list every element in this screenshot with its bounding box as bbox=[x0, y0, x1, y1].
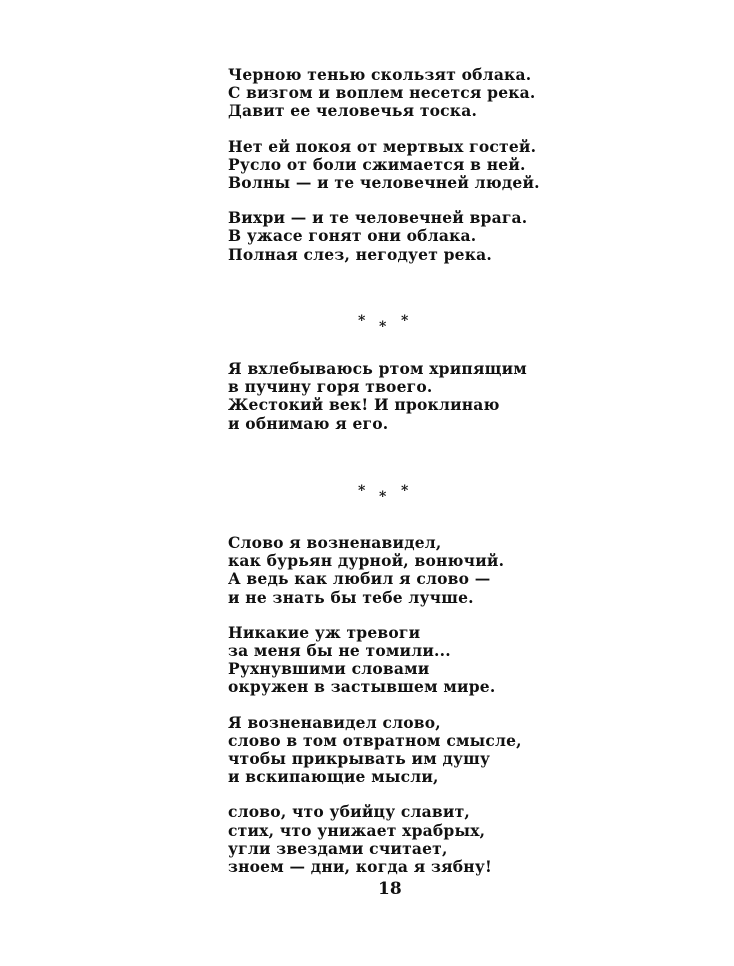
poem-line: и вскипающие мысли, bbox=[228, 767, 439, 787]
poem-line: как бурьян дурной, вонючий. bbox=[228, 551, 505, 571]
poem-line: за меня бы не томили... bbox=[228, 641, 451, 661]
poem-line: Я возненавидел слово, bbox=[228, 712, 441, 732]
poem-line: слово, что убийцу славит, bbox=[228, 802, 470, 822]
poem-line: Нет ей покоя от мертвых гостей. bbox=[228, 136, 537, 156]
poem-line: С визгом и воплем несется река. bbox=[228, 83, 536, 103]
asterism-separator bbox=[355, 314, 415, 338]
poem-line: Вихри — и те человечней врага. bbox=[228, 208, 528, 228]
poem-line: слово в том отвратном смысле, bbox=[228, 730, 522, 750]
poem-line: Русло от боли сжимается в ней. bbox=[228, 154, 526, 174]
stanza bbox=[228, 360, 548, 433]
poem-line: угли звездами считает, bbox=[228, 838, 448, 858]
asterism-separator bbox=[355, 484, 415, 508]
poem-line: в пучину горя твоего. bbox=[228, 377, 433, 397]
stanza bbox=[228, 66, 548, 121]
poem-line: Полная слез, негодует река. bbox=[228, 244, 492, 264]
poem-line: А ведь как любил я слово — bbox=[228, 569, 491, 589]
asterisk-icon: * bbox=[358, 483, 366, 499]
poem-line: окружен в застывшем мире. bbox=[228, 677, 496, 697]
poem-1 bbox=[228, 66, 548, 264]
poem-line: стих, что унижает храбрых, bbox=[228, 820, 486, 840]
asterisk-icon: * bbox=[358, 313, 366, 329]
poem-line: Рухнувшими словами bbox=[228, 659, 430, 679]
poem-line: и не знать бы тебе лучше. bbox=[228, 587, 474, 607]
stanza bbox=[228, 803, 548, 876]
stanza bbox=[228, 138, 548, 193]
asterisk-icon: * bbox=[401, 483, 409, 499]
poem-line: В ужасе гонят они облака. bbox=[228, 226, 477, 246]
stanza bbox=[228, 209, 548, 264]
page-number: 18 bbox=[378, 879, 402, 899]
poem-2 bbox=[228, 360, 548, 433]
stanza bbox=[228, 624, 548, 697]
poem-line: чтобы прикрывать им душу bbox=[228, 749, 491, 769]
poem-3 bbox=[228, 534, 548, 876]
poem-line: Жестокий век! И проклинаю bbox=[228, 395, 500, 415]
poem-line: Я вхлебываюсь ртом хрипящим bbox=[228, 359, 527, 378]
poem-line: Слово я возненавидел, bbox=[228, 533, 442, 552]
poem-line: и обнимаю я его. bbox=[228, 413, 389, 433]
poem-line: Черною тенью скользят облака. bbox=[228, 65, 532, 84]
poem-line: Волны — и те человечней людей. bbox=[228, 173, 540, 193]
asterisk-icon: * bbox=[379, 319, 387, 335]
stanza bbox=[228, 714, 548, 787]
stanza bbox=[228, 534, 548, 607]
poem-line: Давит ее человечья тоска. bbox=[228, 101, 478, 121]
poem-line: Никакие уж тревоги bbox=[228, 622, 421, 642]
asterisk-icon: * bbox=[379, 489, 387, 505]
poem-line: зноем — дни, когда я зябну! bbox=[228, 857, 492, 877]
asterisk-icon: * bbox=[401, 313, 409, 329]
